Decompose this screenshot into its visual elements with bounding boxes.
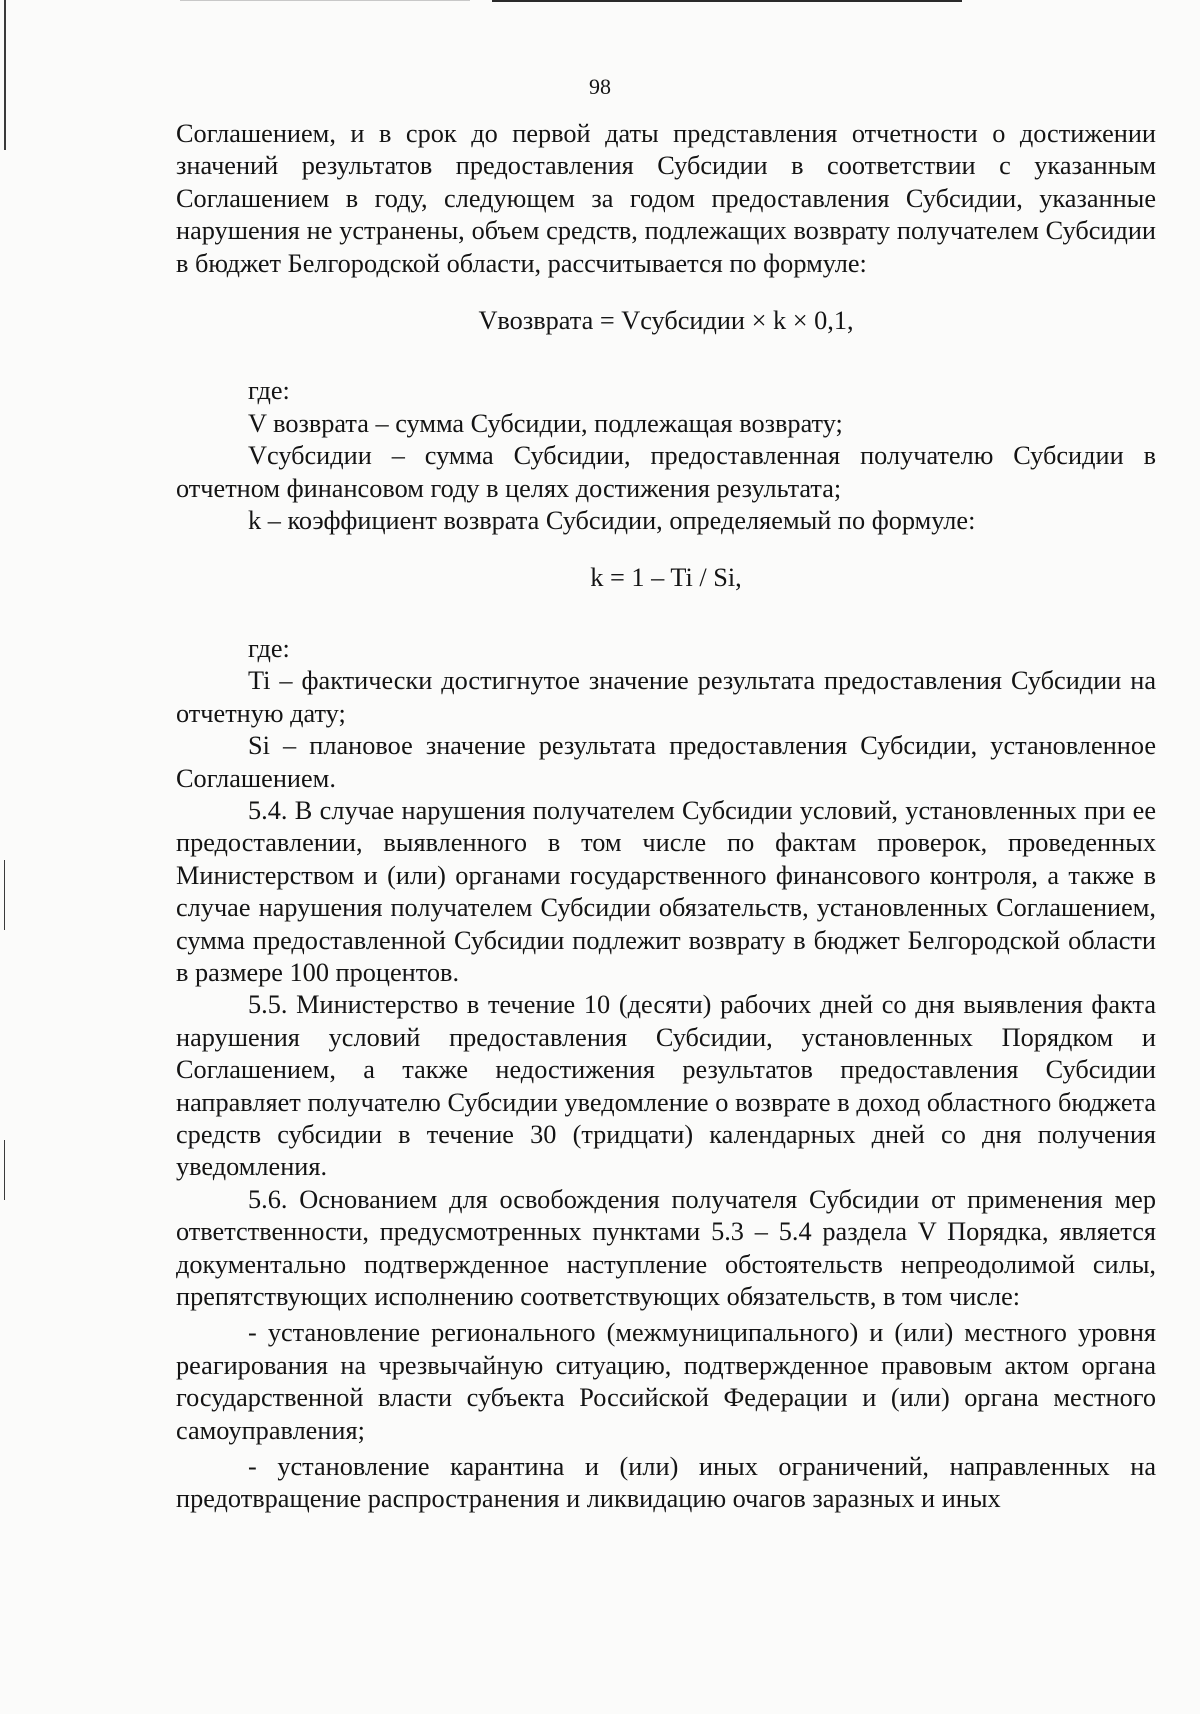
- definition-v-subsidy: Vсубсидии – сумма Субсидии, предоставленная получателю Субсидии в отчетном финансовом году в целях достижения результата;: [176, 441, 1156, 503]
- paragraph-5-6: 5.6. Основанием для освобождения получателя Субсидии от применения мер ответственности, предусмотренных пунктами 5.3 – 5.4 раздела V Порядка, является документально подтвержденное наступление обстоятельств непреодолимой силы, препятствующих исполнению соответствующих обязательств, в том числе:: [176, 1184, 1156, 1311]
- definition-ti: Ti – фактически достигнутое значение результата предоставления Субсидии на отчетную дату;: [176, 666, 1156, 728]
- paragraph-5-5: 5.5. Министерство в течение 10 (десяти) рабочих дней со дня выявления факта нарушения условий предоставления Субсидии, установленных Порядком и Соглашением, а также недостижения результатов предоставления Субсидии направляет получателю Субсидии уведомление о возврате в доход областного бюджета средств субсидии в течение 30 (тридцати) календарных дней со дня получения уведомления.: [176, 990, 1156, 1182]
- formula-return-volume: Vвозврата = Vсубсидии × k × 0,1,: [478, 306, 854, 336]
- formula-k: k = 1 – Ti / Si,: [590, 563, 742, 593]
- page-number: 98: [589, 74, 611, 99]
- definition-k: k – коэффициент возврата Субсидии, определяемый по формуле:: [248, 506, 976, 536]
- scan-margin-mark: [4, 1140, 5, 1200]
- definition-v-return: V возврата – сумма Субсидии, подлежащая возврату;: [248, 408, 843, 438]
- paragraph-continuation: Соглашением, и в срок до первой даты представления отчетности о достижении значений результатов предоставления Субсидии в соответствии с указанным Соглашением в году, следующем за годом предоставления Субсидии, указанные нарушения не устранены, объем средств, подлежащих возврату получателем Субсидии в бюджет Белгородской области, рассчитывается по формуле:: [176, 119, 1156, 278]
- scan-edge-line: [492, 0, 962, 2]
- scan-edge-line-faint: [180, 0, 470, 1]
- where-label: где:: [248, 633, 290, 663]
- list-item: - установление карантина и (или) иных ограничений, направленных на предотвращение распространения и ликвидацию очагов заразных и иных: [176, 1452, 1156, 1514]
- where-label: где:: [248, 376, 290, 406]
- definition-si: Si – плановое значение результата предоставления Субсидии, установленное Соглашением.: [176, 731, 1156, 793]
- scan-margin-mark: [4, 860, 5, 930]
- paragraph-5-4: 5.4. В случае нарушения получателем Субсидии условий, установленных при ее предоставлении, выявленного в том числе по фактам проверок, проведенных Министерством и (или) органами государственного финансового контроля, а также в случае нарушения получателем Субсидии обязательств, установленных Соглашением, сумма предоставленной Субсидии подлежит возврату в бюджет Белгородской области в размере 100 процентов.: [176, 795, 1156, 987]
- list-item: - установление регионального (межмуниципального) и (или) местного уровня реагирования на чрезвычайную ситуацию, подтвержденное правовым актом органа государственной власти субъекта Российской Федерации и (или) органа местного самоуправления;: [176, 1318, 1156, 1445]
- document-body: [176, 118, 1156, 1516]
